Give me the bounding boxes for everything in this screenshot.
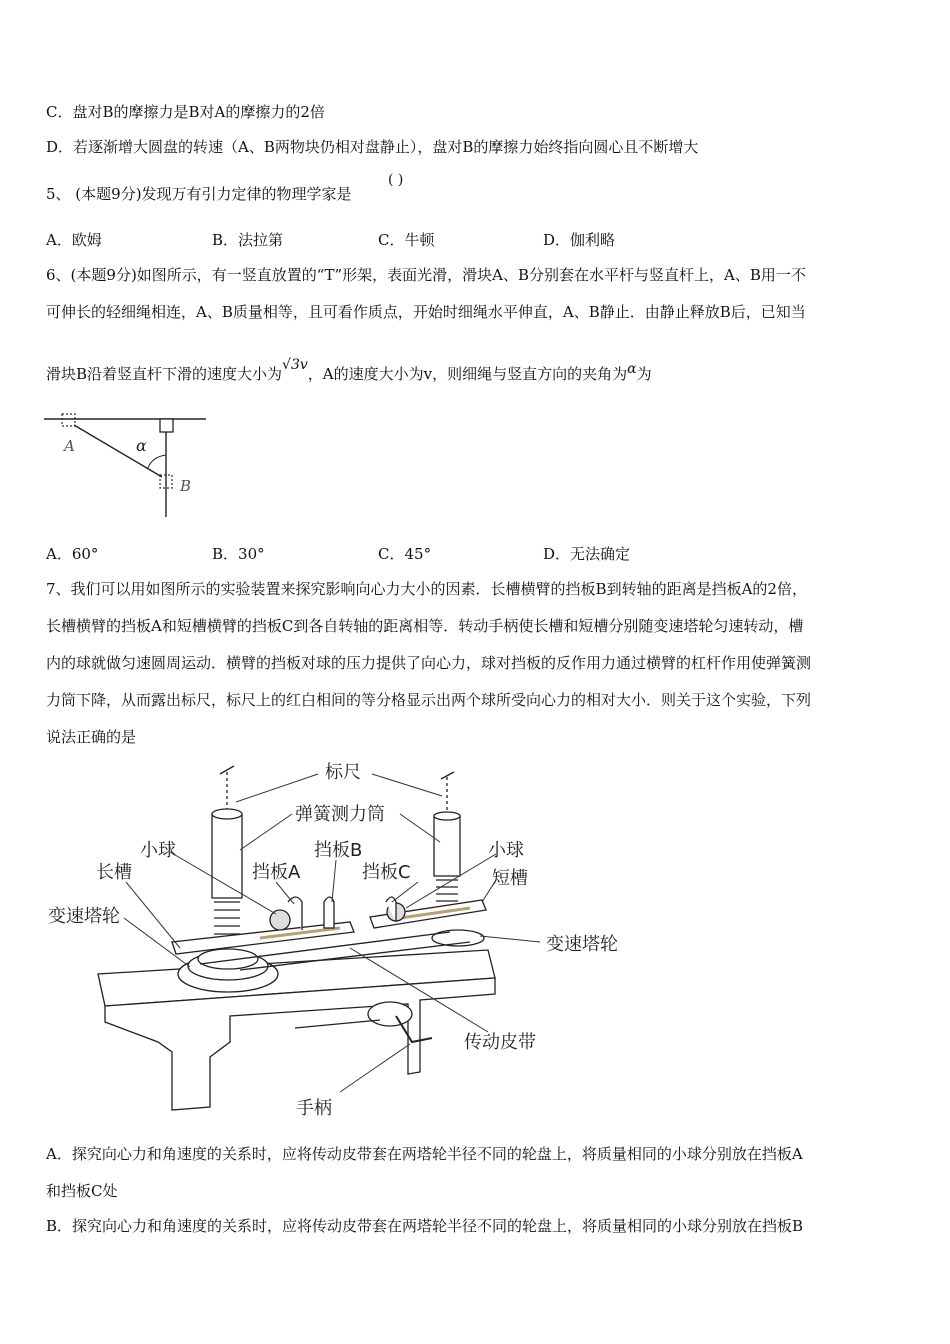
- q7-stem-line1: 7、我们可以用如图所示的实验装置来探究影响向心力大小的因素．长槽横臂的挡板B到转轴的距离是挡板A的2倍，: [46, 580, 807, 598]
- q6-option-c: C．45°: [378, 545, 432, 563]
- label-alpha: α: [136, 436, 147, 455]
- label-pulley-right: 变速塔轮: [546, 934, 618, 955]
- label-handle: 手柄: [296, 1098, 332, 1119]
- q5-option-c: C．牛顿: [378, 231, 435, 249]
- angle-arc: [148, 455, 166, 468]
- q5-option-d: D．伽利略: [543, 231, 616, 249]
- q7-stem-line2: 长槽横臂的挡板A和短槽横臂的挡板C到各自转轴的距离相等．转动手柄使长槽和短槽分别随变速塔轮匀速转动，槽: [46, 617, 804, 635]
- lower-belt: [295, 1020, 380, 1028]
- q5-stem: 5、 (本题9分)发现万有引力定律的物理学家是: [46, 185, 352, 203]
- q6-option-b: B．30°: [212, 545, 265, 563]
- q7-stem-line4: 力筒下降，从而露出标尺，标尺上的红白相间的等分格显示出两个球所受向心力的相对大小．则关于这个实验，下列: [46, 691, 812, 709]
- label-ball-left: 小球: [140, 840, 176, 861]
- leader-baffle-c: [392, 882, 418, 902]
- slider-a: [62, 414, 75, 426]
- label-ruler: 标尺: [325, 762, 361, 783]
- q6-stem-line3: [46, 357, 652, 385]
- label-a: A: [64, 437, 75, 455]
- q5-answer-parens: ( ): [388, 172, 404, 188]
- string: [74, 425, 162, 477]
- right-gauge-top: [434, 812, 460, 820]
- q4-option-d: D．若逐渐增大圆盘的转速（A、B两物块仍相对盘静止），盘对B的摩擦力始终指向圆心且不断增大: [46, 138, 699, 156]
- left-gauge-top: [212, 809, 242, 819]
- q6-stem-line2: 可伸长的轻细绳相连，A、B质量相等，且可看作质点，开始时细绳水平伸直，A、B静止．由静止释放B后，已知当: [46, 303, 806, 321]
- baffle-a: [288, 897, 302, 930]
- q6-angle-symbol: α: [627, 361, 637, 377]
- label-baffle-b: 挡板B: [314, 840, 363, 861]
- t-frame-figure: [40, 405, 220, 520]
- leader-long-slot: [126, 882, 180, 948]
- q6-stem-line1: 6、(本题9分)如图所示，有一竖直放置的“T”形架，表面光滑，滑块A、B分别套在水平杆与竖直杆上，A、B用一不: [46, 266, 806, 284]
- left-tower-pulley-top: [198, 949, 258, 969]
- q7-option-a-line2: 和挡板C处: [46, 1182, 118, 1200]
- lower-pulley: [368, 1002, 412, 1026]
- left-ball: [270, 910, 290, 930]
- q7-stem-line3: 内的球就做匀速圆周运动．横臂的挡板对球的压力提供了向心力，球对挡板的反作用力通过横臂的杠杆作用使弹簧测: [46, 654, 812, 672]
- leader-ruler-right: [372, 774, 442, 796]
- label-spring-gauge: 弹簧测力筒: [295, 804, 385, 825]
- q5-option-b: B．法拉第: [212, 231, 284, 249]
- leader-baffle-b: [332, 860, 336, 902]
- leader-pulley-right: [480, 936, 540, 942]
- label-baffle-a: 挡板A: [252, 862, 301, 883]
- left-spring-coils: [214, 902, 240, 934]
- q7-option-a-line1: A．探究向心力和角速度的关系时，应将传动皮带套在两塔轮半径不同的轮盘上，将质量相同的小球分别放在挡板A: [46, 1145, 803, 1163]
- q7-option-b-line1: B．探究向心力和角速度的关系时，应将传动皮带套在两塔轮半径不同的轮盘上，将质量相同的小球分别放在挡板B: [46, 1217, 804, 1235]
- label-ball-right: 小球: [488, 840, 524, 861]
- t-joint-block: [160, 419, 173, 432]
- q4-option-c: C．盘对B的摩擦力是B对A的摩擦力的2倍: [46, 103, 325, 121]
- right-spring-gauge: [434, 816, 460, 876]
- leader-baffle-a: [276, 882, 294, 904]
- q5-option-a: A．欧姆: [46, 231, 102, 249]
- q6-option-a: A．60°: [46, 545, 99, 563]
- label-long-slot: 长槽: [96, 862, 132, 883]
- q6-stem-line3-part2: ，A的速度大小为v，则细绳与竖直方向的夹角为: [307, 365, 628, 383]
- q6-stem-line3-part3: 为: [636, 365, 652, 383]
- q6-stem-line3-part1: 滑块B沿着竖直杆下滑的速度大小为: [46, 365, 283, 383]
- leader-handle: [340, 1044, 410, 1092]
- label-b: B: [180, 477, 192, 495]
- centripetal-force-apparatus: [40, 752, 660, 1124]
- q6-speed-b: √3v: [282, 357, 308, 373]
- leader-ruler-left: [236, 774, 318, 802]
- label-baffle-c: 挡板C: [362, 862, 411, 883]
- q6-option-d: D．无法确定: [543, 545, 631, 563]
- q7-stem-line5: 说法正确的是: [46, 728, 137, 746]
- label-belt: 传动皮带: [464, 1032, 536, 1053]
- label-short-slot: 短槽: [492, 868, 528, 889]
- label-pulley-left: 变速塔轮: [48, 906, 120, 927]
- leader-gauge-left: [240, 814, 292, 850]
